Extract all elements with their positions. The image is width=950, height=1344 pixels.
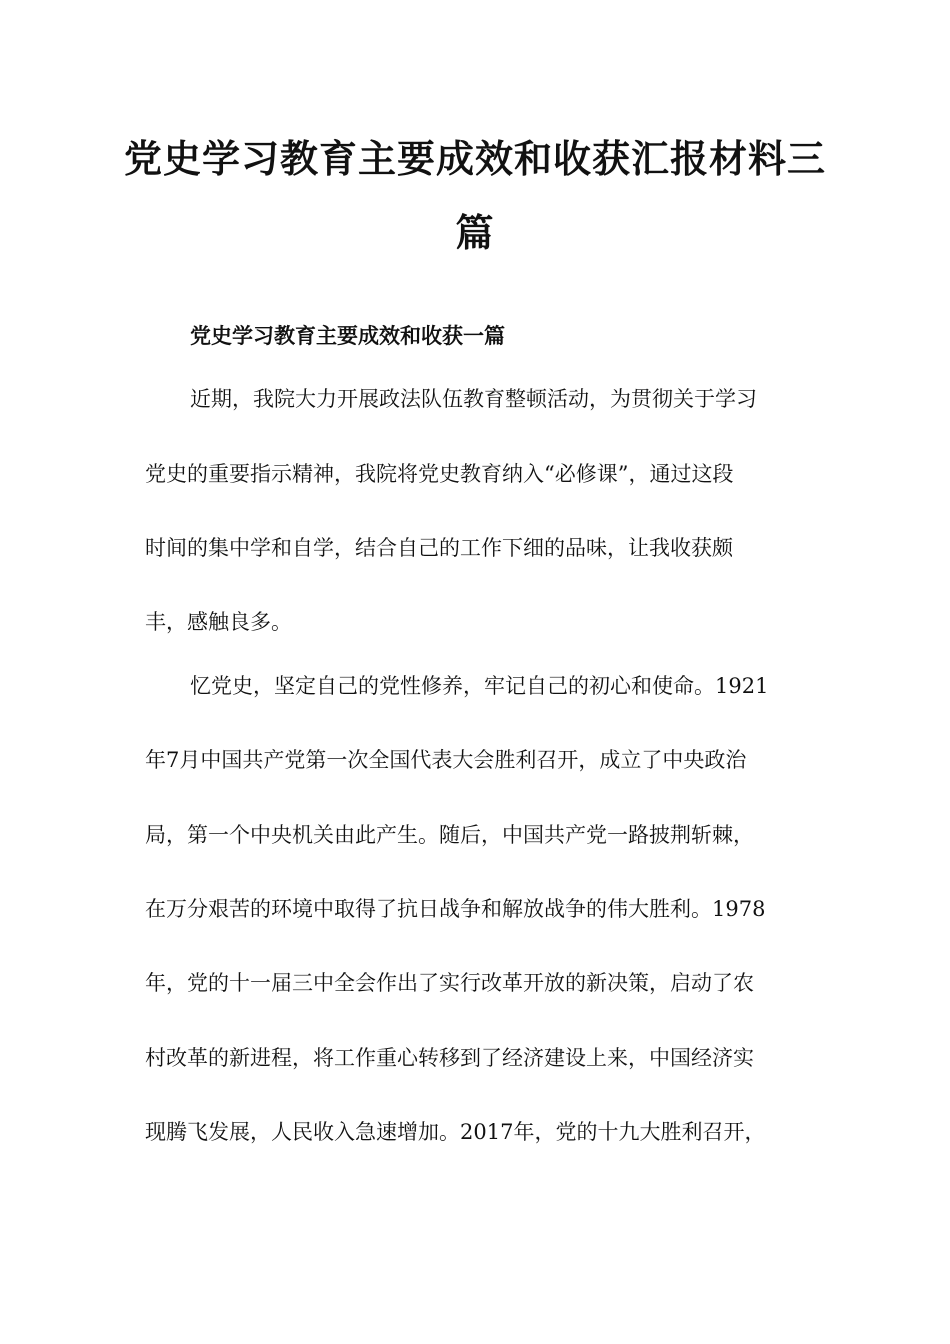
paragraph-2-line-2: 年7月中国共产党第一次全国代表大会胜利召开，成立了中央政治 bbox=[145, 748, 747, 772]
paragraph-1-line-1: 近期，我院大力开展政法队伍教育整顿活动，为贯彻关于学习 bbox=[190, 387, 757, 411]
paragraph-2-line-4: 在万分艰苦的环境中取得了抗日战争和解放战争的伟大胜利。1978 bbox=[145, 897, 766, 921]
paragraph-1-line-4: 丰，感触良多。 bbox=[145, 610, 292, 634]
paragraph-2-line-5: 年，党的十一届三中全会作出了实行改革开放的新决策，启动了农 bbox=[145, 971, 754, 995]
paragraph-2-line-3: 局，第一个中央机关由此产生。随后，中国共产党一路披荆斩棘， bbox=[145, 823, 754, 847]
paragraph-2-line-1: 忆党史，坚定自己的党性修养，牢记自己的初心和使命。1921 bbox=[190, 674, 769, 698]
paragraph-2-line-6: 村改革的新进程，将工作重心转移到了经济建设上来，中国经济实 bbox=[145, 1046, 754, 1070]
paragraph-1-line-2: 党史的重要指示精神，我院将党史教育纳入“必修课”，通过这段 bbox=[145, 462, 734, 486]
document-title-line-1: 党史学习教育主要成效和收获汇报材料三 bbox=[123, 136, 826, 181]
section-heading: 党史学习教育主要成效和收获一篇 bbox=[190, 323, 505, 348]
paragraph-2-line-7: 现腾飞发展，人民收入急速增加。2017年，党的十九大胜利召开， bbox=[145, 1120, 766, 1144]
document-title-line-2: 篇 bbox=[455, 210, 495, 255]
paragraph-1-line-3: 时间的集中学和自学，结合自己的工作下细的品味，让我收获颇 bbox=[145, 536, 733, 560]
